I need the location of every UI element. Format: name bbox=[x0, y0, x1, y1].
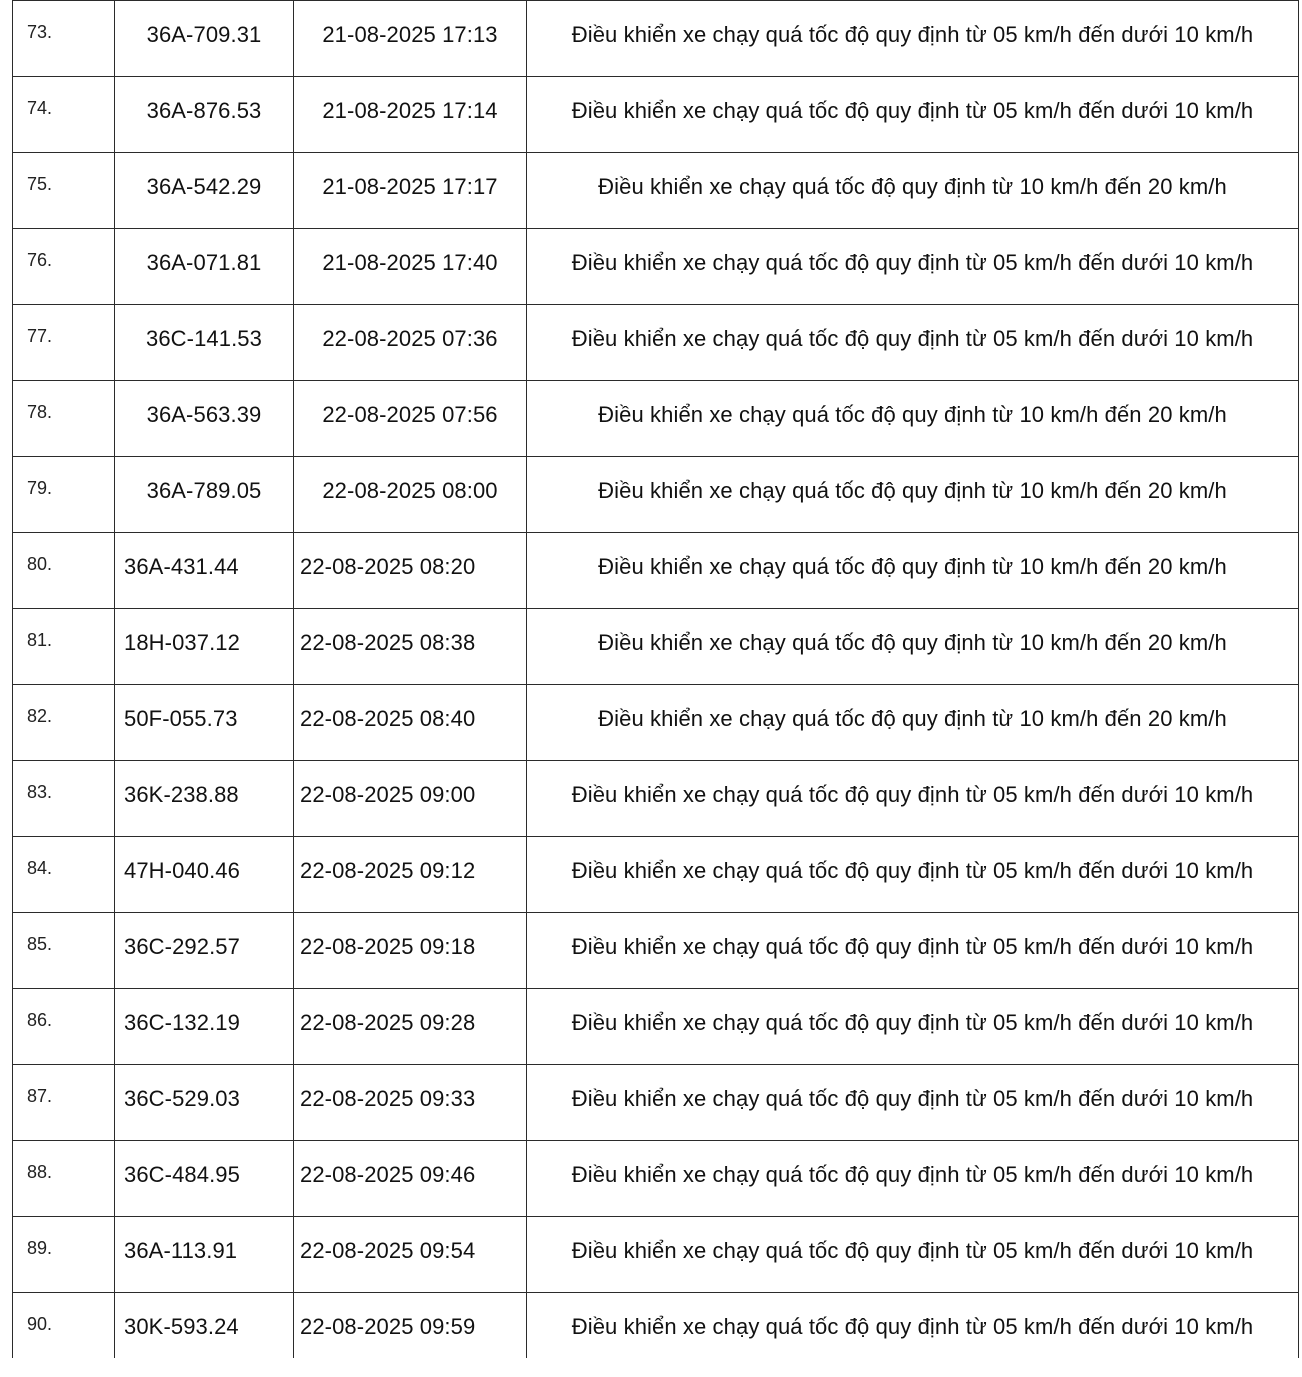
license-plate: 36A-709.31 bbox=[115, 1, 294, 77]
license-plate: 18H-037.12 bbox=[115, 609, 294, 685]
row-number: 84. bbox=[13, 837, 115, 913]
license-plate: 47H-040.46 bbox=[115, 837, 294, 913]
license-plate: 36C-132.19 bbox=[115, 989, 294, 1065]
table-row bbox=[13, 913, 1299, 989]
table-row bbox=[13, 305, 1299, 381]
violation-time: 22-08-2025 07:36 bbox=[294, 305, 527, 381]
table-row bbox=[13, 837, 1299, 913]
license-plate: 36C-529.03 bbox=[115, 1065, 294, 1141]
license-plate: 36A-431.44 bbox=[115, 533, 294, 609]
table-row bbox=[13, 533, 1299, 609]
row-number: 86. bbox=[13, 989, 115, 1065]
violation-description: Điều khiển xe chạy quá tốc độ quy định từ 10 km/h đến 20 km/h bbox=[527, 153, 1299, 229]
violation-time: 22-08-2025 08:00 bbox=[294, 457, 527, 533]
row-number: 75. bbox=[13, 153, 115, 229]
violation-time: 21-08-2025 17:17 bbox=[294, 153, 527, 229]
row-number: 81. bbox=[13, 609, 115, 685]
violation-time: 22-08-2025 09:12 bbox=[294, 837, 527, 913]
row-number: 85. bbox=[13, 913, 115, 989]
table-row bbox=[13, 381, 1299, 457]
row-number: 87. bbox=[13, 1065, 115, 1141]
row-number: 77. bbox=[13, 305, 115, 381]
violation-description: Điều khiển xe chạy quá tốc độ quy định từ 10 km/h đến 20 km/h bbox=[527, 685, 1299, 761]
violations-table bbox=[12, 0, 1299, 1358]
table-row bbox=[13, 609, 1299, 685]
table-row bbox=[13, 1065, 1299, 1141]
violation-time: 21-08-2025 17:40 bbox=[294, 229, 527, 305]
row-number: 78. bbox=[13, 381, 115, 457]
violation-description: Điều khiển xe chạy quá tốc độ quy định từ 05 km/h đến dưới 10 km/h bbox=[527, 1065, 1299, 1141]
violation-description: Điều khiển xe chạy quá tốc độ quy định từ 05 km/h đến dưới 10 km/h bbox=[527, 1141, 1299, 1217]
license-plate: 36A-789.05 bbox=[115, 457, 294, 533]
violation-description: Điều khiển xe chạy quá tốc độ quy định từ 05 km/h đến dưới 10 km/h bbox=[527, 77, 1299, 153]
violation-description: Điều khiển xe chạy quá tốc độ quy định từ 05 km/h đến dưới 10 km/h bbox=[527, 989, 1299, 1065]
violation-time: 22-08-2025 09:46 bbox=[294, 1141, 527, 1217]
violation-time: 22-08-2025 09:18 bbox=[294, 913, 527, 989]
violation-description: Điều khiển xe chạy quá tốc độ quy định từ 10 km/h đến 20 km/h bbox=[527, 457, 1299, 533]
license-plate: 36K-238.88 bbox=[115, 761, 294, 837]
table-row bbox=[13, 457, 1299, 533]
table-row bbox=[13, 989, 1299, 1065]
table-row bbox=[13, 1217, 1299, 1293]
violation-description: Điều khiển xe chạy quá tốc độ quy định từ 10 km/h đến 20 km/h bbox=[527, 533, 1299, 609]
row-number: 76. bbox=[13, 229, 115, 305]
violation-time: 22-08-2025 09:33 bbox=[294, 1065, 527, 1141]
table-row bbox=[13, 1141, 1299, 1217]
table-row bbox=[13, 77, 1299, 153]
row-number: 73. bbox=[13, 1, 115, 77]
violation-time: 22-08-2025 09:28 bbox=[294, 989, 527, 1065]
violation-time: 22-08-2025 09:59 bbox=[294, 1293, 527, 1358]
violation-description: Điều khiển xe chạy quá tốc độ quy định từ 10 km/h đến 20 km/h bbox=[527, 609, 1299, 685]
license-plate: 36C-292.57 bbox=[115, 913, 294, 989]
violation-time: 22-08-2025 09:54 bbox=[294, 1217, 527, 1293]
violation-time: 22-08-2025 08:20 bbox=[294, 533, 527, 609]
violation-description: Điều khiển xe chạy quá tốc độ quy định từ 10 km/h đến 20 km/h bbox=[527, 381, 1299, 457]
violations-document bbox=[12, 0, 1298, 1358]
license-plate: 36A-876.53 bbox=[115, 77, 294, 153]
violation-description: Điều khiển xe chạy quá tốc độ quy định từ 05 km/h đến dưới 10 km/h bbox=[527, 229, 1299, 305]
violation-description: Điều khiển xe chạy quá tốc độ quy định từ 05 km/h đến dưới 10 km/h bbox=[527, 761, 1299, 837]
license-plate: 36C-484.95 bbox=[115, 1141, 294, 1217]
license-plate: 36A-071.81 bbox=[115, 229, 294, 305]
violation-time: 22-08-2025 08:40 bbox=[294, 685, 527, 761]
row-number: 83. bbox=[13, 761, 115, 837]
violation-time: 22-08-2025 08:38 bbox=[294, 609, 527, 685]
violation-description: Điều khiển xe chạy quá tốc độ quy định từ 05 km/h đến dưới 10 km/h bbox=[527, 837, 1299, 913]
violation-time: 21-08-2025 17:13 bbox=[294, 1, 527, 77]
row-number: 82. bbox=[13, 685, 115, 761]
violation-description: Điều khiển xe chạy quá tốc độ quy định từ 05 km/h đến dưới 10 km/h bbox=[527, 305, 1299, 381]
violation-description: Điều khiển xe chạy quá tốc độ quy định từ 05 km/h đến dưới 10 km/h bbox=[527, 1293, 1299, 1358]
table-row bbox=[13, 685, 1299, 761]
table-row bbox=[13, 761, 1299, 837]
violation-time: 21-08-2025 17:14 bbox=[294, 77, 527, 153]
violation-description: Điều khiển xe chạy quá tốc độ quy định từ 05 km/h đến dưới 10 km/h bbox=[527, 1217, 1299, 1293]
license-plate: 36A-542.29 bbox=[115, 153, 294, 229]
table-row bbox=[13, 1, 1299, 77]
license-plate: 30K-593.24 bbox=[115, 1293, 294, 1358]
license-plate: 36A-563.39 bbox=[115, 381, 294, 457]
row-number: 88. bbox=[13, 1141, 115, 1217]
violation-description: Điều khiển xe chạy quá tốc độ quy định từ 05 km/h đến dưới 10 km/h bbox=[527, 1, 1299, 77]
violation-time: 22-08-2025 07:56 bbox=[294, 381, 527, 457]
license-plate: 36C-141.53 bbox=[115, 305, 294, 381]
table-row bbox=[13, 1293, 1299, 1358]
violation-description: Điều khiển xe chạy quá tốc độ quy định từ 05 km/h đến dưới 10 km/h bbox=[527, 913, 1299, 989]
license-plate: 50F-055.73 bbox=[115, 685, 294, 761]
row-number: 80. bbox=[13, 533, 115, 609]
row-number: 89. bbox=[13, 1217, 115, 1293]
violation-time: 22-08-2025 09:00 bbox=[294, 761, 527, 837]
license-plate: 36A-113.91 bbox=[115, 1217, 294, 1293]
row-number: 79. bbox=[13, 457, 115, 533]
row-number: 74. bbox=[13, 77, 115, 153]
table-row bbox=[13, 229, 1299, 305]
row-number: 90. bbox=[13, 1293, 115, 1358]
table-row bbox=[13, 153, 1299, 229]
